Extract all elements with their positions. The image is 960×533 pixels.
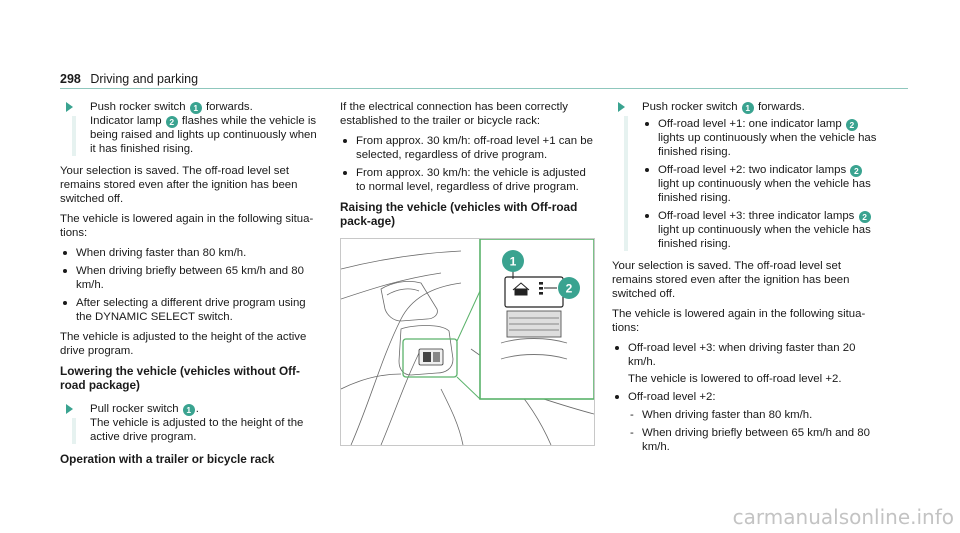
rocker-switch-illustration — [340, 238, 595, 446]
header-rule — [60, 88, 908, 89]
list-item: From approx. 30 km/h: the vehicle is adjusted to normal level, regardless of drive program. — [340, 166, 596, 194]
list-item: Off-road level +3: three indicator lamps 2 light up continuously when the vehicle has finished rising. — [642, 209, 882, 251]
callout-badge-1: 1 — [183, 404, 195, 416]
sub-list — [628, 408, 882, 454]
console-drawing — [341, 239, 594, 445]
list-item: Off-road level +2: - When driving faster than 80 km/h. - When driving briefly between 65 km/h and 80 km/h. — [612, 390, 882, 454]
section-title: Driving and parking — [90, 72, 199, 86]
callout-badge-2: 2 — [166, 116, 178, 128]
step-bar — [72, 116, 76, 156]
section-heading: Lowering the vehicle (vehicles without Off-road package) — [60, 364, 300, 392]
step-arrow-icon — [66, 404, 73, 414]
callout-badge-1: 1 — [190, 102, 202, 114]
callout-badge-2: 2 — [859, 211, 871, 223]
callout-badge-2: 2 — [850, 165, 862, 177]
step-text: Push rocker switch 1 forwards. — [642, 101, 805, 113]
svg-text:2: 2 — [565, 281, 573, 296]
column-3 — [612, 100, 882, 460]
step-text: Push rocker switch 1 forwards. Indicator lamp 2 flashes while the vehicle is being raised and lights up continuously when it has finished rising. — [90, 101, 317, 155]
list-item: When driving briefly between 65 km/h and 80 km/h. — [60, 264, 322, 292]
paragraph: The vehicle is lowered again in the following situa-tions: — [60, 213, 314, 239]
list-item: From approx. 30 km/h: off-road level +1 can be selected, regardless of drive program. — [340, 134, 596, 162]
instruction-step — [612, 100, 882, 251]
rocker-switch-small — [419, 349, 443, 365]
paragraph: Your selection is saved. The off-road level set remains stored even after the ignition has been switched off. — [612, 260, 850, 300]
instruction-step — [60, 100, 322, 156]
step-arrow-icon — [66, 102, 73, 112]
callout-badge-2: 2 — [846, 119, 858, 131]
callout-badge-1: 1 — [742, 102, 754, 114]
list-item: - When driving briefly between 65 km/h and 80 km/h. — [630, 427, 870, 453]
bullet-list — [612, 341, 882, 454]
list-item: After selecting a different drive program using the DYNAMIC SELECT switch. — [60, 296, 322, 324]
paragraph: If the electrical connection has been correctly established to the trailer or bicycle rack: — [340, 101, 568, 127]
step-text: Pull rocker switch 1 . The vehicle is adjusted to the height of the active drive program. — [90, 403, 304, 443]
column-2 — [340, 100, 596, 234]
page-header — [60, 72, 198, 86]
step-bar — [624, 116, 628, 251]
step-arrow-icon — [618, 102, 625, 112]
section-heading: Raising the vehicle (vehicles with Off-road pack-age) — [340, 200, 578, 228]
step-bar — [72, 418, 76, 444]
list-item: When driving faster than 80 km/h. — [60, 246, 322, 260]
svg-text:1: 1 — [509, 254, 517, 269]
list-item: Off-road level +2: two indicator lamps 2 light up continuously when the vehicle has finished rising. — [642, 163, 882, 205]
watermark: carmanualsonline.info — [732, 505, 954, 529]
instruction-step — [60, 402, 322, 444]
bullet-list — [340, 134, 596, 194]
paragraph: Your selection is saved. The off-road level set remains stored even after the ignition has been switched off. — [60, 165, 298, 205]
bullet-list — [60, 246, 322, 324]
list-item: Off-road level +1: one indicator lamp 2 lights up continuously when the vehicle has finished rising. — [642, 117, 882, 159]
page-number: 298 — [60, 72, 81, 86]
list-item: - When driving faster than 80 km/h. — [630, 409, 813, 421]
column-1 — [60, 100, 322, 472]
paragraph: The vehicle is adjusted to the height of the active drive program. — [60, 331, 307, 357]
bullet-list — [642, 117, 882, 251]
paragraph: The vehicle is lowered again in the following situa-tions: — [612, 308, 866, 334]
section-heading: Operation with a trailer or bicycle rack — [60, 452, 275, 466]
list-item: Off-road level +3: when driving faster than 20 km/h. The vehicle is lowered to off-road level +2. — [612, 341, 882, 386]
